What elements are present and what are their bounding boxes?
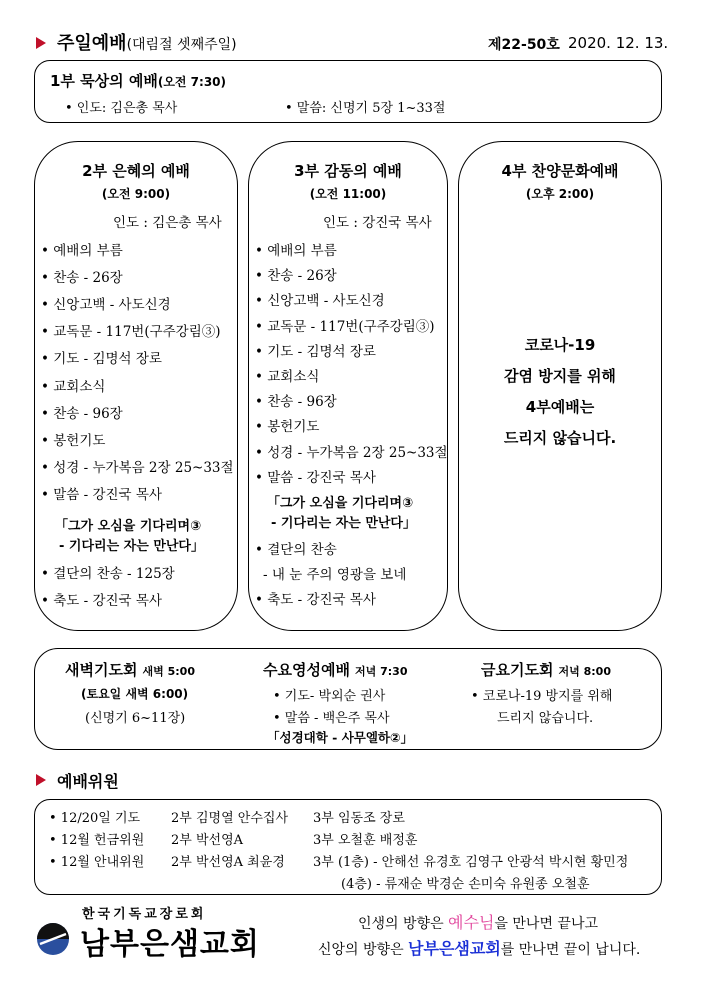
motto-highlight-church: 남부은샘교회 [408, 939, 501, 958]
committee-cell: • 12월 안내위원 [49, 855, 145, 870]
third-service-quote-line2: - 기다리는 자는 만난다」 [271, 516, 416, 531]
first-service-heading [50, 70, 226, 91]
motto-text: 를 만나면 끝이 납니다. [500, 942, 641, 958]
fourth-service-notice [459, 330, 661, 454]
committee-box [34, 799, 662, 895]
third-service-box [248, 141, 448, 631]
denomination-name: 한국기독교장로회 [82, 907, 207, 922]
third-service-program-item: • 찬송 - 26장 [255, 268, 337, 285]
committee-cell: 2부 김명열 안수집사 [171, 811, 288, 826]
second-service-leader: 인도 : 김은총 목사 [113, 215, 222, 231]
title-sub: (대림절 셋째주일) [126, 37, 237, 53]
second-service-box [34, 141, 238, 631]
second-service-program-item: • 성경 - 누가복음 2장 25~33절 [41, 459, 234, 476]
committee-cell: 2부 박선영A 최윤경 [171, 855, 285, 870]
church-logo-icon [36, 922, 70, 956]
second-service-benediction: • 축도 - 강진국 목사 [41, 593, 162, 609]
wednesday-service-sermon: • 말씀 - 백은주 목사 [273, 711, 390, 726]
second-service-program-item: • 신앙고백 - 사도신경 [41, 297, 171, 314]
second-service-closing-hymn: • 결단의 찬송 - 125장 [41, 566, 175, 582]
notice-line: 4부예배는 [525, 398, 595, 416]
third-service-closing-hymn: • 결단의 찬송 [255, 542, 337, 558]
wednesday-service-title: 수요영성예배 [263, 661, 350, 679]
notice-line: 코로나-19 [524, 336, 596, 354]
second-service-program-item: • 찬송 - 26장 [41, 270, 123, 287]
third-service-program-item: • 예배의 부름 [255, 243, 337, 259]
footer-motto-line1 [358, 910, 598, 933]
footer-motto-line2 [318, 936, 640, 959]
committee-cell: 3부 오철훈 배정훈 [313, 833, 418, 848]
second-service-quote-line1: 「그가 오심을 기다리며③ [55, 519, 202, 534]
third-service-benediction: • 축도 - 강진국 목사 [255, 592, 376, 608]
committee-title: 예배위원 [57, 772, 119, 791]
wednesday-service-leader: • 기도- 박외순 권사 [273, 689, 386, 704]
issue-date: 2020. 12. 13. [568, 34, 669, 52]
third-service-time: (오전 11:00) [309, 187, 387, 201]
fourth-service-time: (오후 2:00) [525, 187, 595, 201]
third-service-program-item: • 기도 - 김명석 장로 [255, 343, 376, 360]
committee-cell: • 12/20일 기도 [49, 811, 141, 826]
notice-line: 감염 방지를 위해 [504, 367, 616, 385]
title-main: 주일예배 [57, 33, 127, 54]
first-service-sermon: • 말씀: 신명기 5장 1~33절 [285, 101, 446, 116]
friday-prayer-time: 저녁 8:00 [558, 665, 611, 678]
first-service-leader: • 인도: 김은총 목사 [65, 101, 178, 116]
dawn-prayer-scripture: (신명기 6~11장) [85, 711, 186, 726]
second-service-time: (오전 9:00) [101, 187, 171, 201]
third-service-leader: 인도 : 강진국 목사 [323, 215, 432, 231]
second-service-program-item: • 찬송 - 96장 [41, 405, 123, 422]
motto-highlight-jesus: 예수님 [448, 913, 495, 932]
motto-text: 인생의 방향은 [358, 916, 449, 932]
second-service-program-item: • 교회소식 [41, 378, 106, 395]
third-service-program-item: • 성경 - 누가복음 2장 25~33절 [255, 444, 448, 461]
friday-prayer-title: 금요기도회 [481, 661, 554, 679]
friday-prayer-notice: • 코로나-19 방지를 위해 [471, 689, 613, 704]
friday-prayer-notice-2: 드리지 않습니다. [497, 711, 594, 726]
committee-cell: 3부 (1층) - 안해선 유경호 김영구 안광석 박시현 황민정 [313, 855, 629, 870]
second-service-program-item: • 교독문 - 117번(구주강림③) [41, 324, 221, 341]
dawn-prayer-title: 새벽기도회 [65, 661, 138, 679]
second-service-program-item: • 봉헌기도 [41, 432, 106, 449]
second-service-quote-line2: - 기다리는 자는 만난다」 [59, 539, 204, 554]
third-service-program-item: • 교회소식 [255, 369, 320, 385]
first-service-time: (오전 7:30) [157, 75, 227, 89]
dawn-prayer-heading [65, 659, 195, 680]
third-service-program-item: • 찬송 - 96장 [255, 394, 337, 411]
third-service-program-item: • 신앙고백 - 사도신경 [255, 293, 385, 310]
third-service-program-item: • 봉헌기도 [255, 419, 320, 436]
third-service-program-item: • 교독문 - 117번(구주강림③) [255, 318, 435, 335]
committee-cell: 3부 임동조 장로 [313, 811, 405, 826]
wednesday-service-heading [263, 659, 408, 680]
fourth-service-title: 4부 찬양문화예배 [501, 162, 619, 180]
second-service-program-item: • 말씀 - 강진국 목사 [41, 486, 162, 503]
third-service-title: 3부 감동의 예배 [294, 162, 402, 180]
first-service-title: 1부 묵상의 예배 [50, 72, 158, 90]
first-service-box [34, 60, 662, 123]
issue-number: 제22-50호 [488, 37, 560, 53]
second-service-program-item: • 기도 - 김명석 장로 [41, 351, 162, 368]
committee-cell: 2부 박선영A [171, 833, 244, 848]
motto-text: 신앙의 방향은 [318, 942, 409, 958]
weekday-box [34, 648, 662, 750]
title-bullet-icon [36, 37, 46, 49]
committee-bullet-icon [36, 774, 46, 786]
committee-extra: (4층) - 류재순 박경순 손미숙 유원종 오철훈 [341, 877, 590, 892]
second-service-program-item: • 예배의 부름 [41, 243, 123, 259]
fourth-service-box [458, 141, 662, 631]
church-name: 남부은샘교회 [80, 927, 260, 962]
third-service-closing-hymn-title: - 내 눈 주의 영광을 보네 [263, 567, 407, 583]
friday-prayer-heading [481, 659, 611, 680]
notice-line: 드리지 않습니다. [503, 429, 617, 447]
third-service-quote-line1: 「그가 오심을 기다리며③ [267, 496, 414, 511]
motto-text: 을 만나면 끝나고 [494, 916, 598, 932]
third-service-program-item: • 말씀 - 강진국 목사 [255, 469, 376, 486]
wednesday-service-time: 저녁 7:30 [355, 665, 408, 678]
second-service-title: 2부 은혜의 예배 [82, 162, 190, 180]
page-title [57, 29, 237, 55]
dawn-prayer-time: 새벽 5:00 [142, 665, 195, 678]
wednesday-service-quote: 「성경대학 - 사무엘하②」 [267, 730, 414, 745]
committee-cell: • 12월 헌금위원 [49, 833, 145, 848]
dawn-prayer-saturday: (토요일 새벽 6:00) [81, 687, 189, 701]
